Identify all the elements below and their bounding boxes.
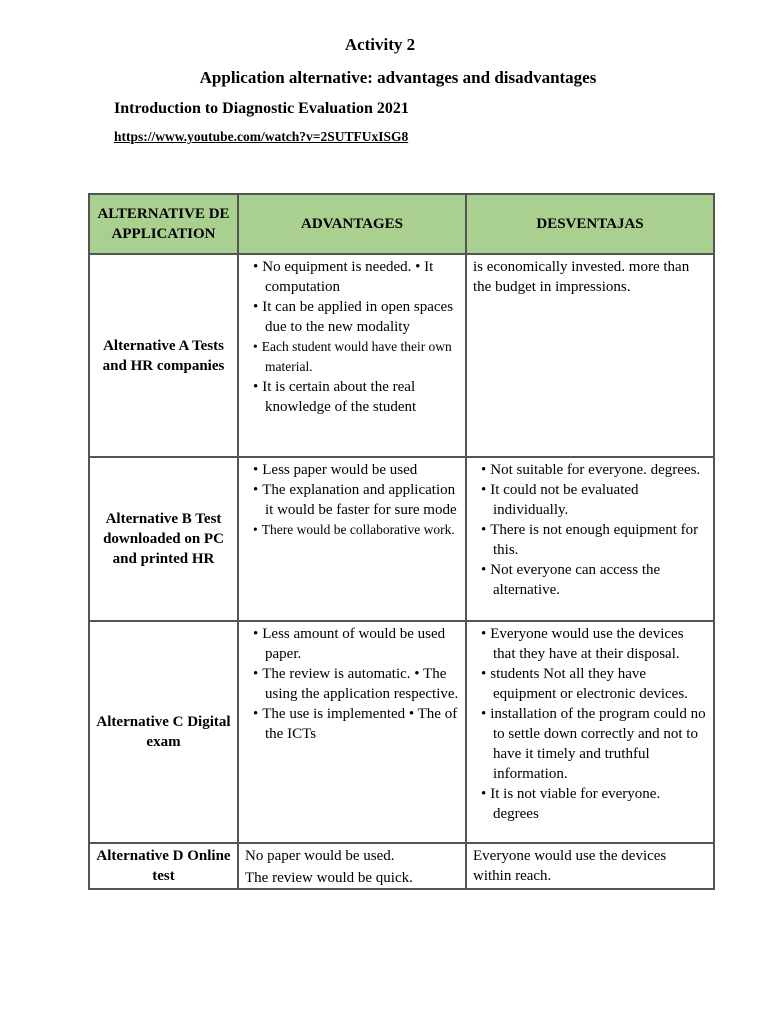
list-item: • No equipment is needed. • It computation — [243, 257, 461, 297]
header-disadvantages: DESVENTAJAS — [466, 194, 714, 254]
header-alternative: ALTERNATIVE DE APPLICATION — [89, 194, 238, 254]
list-item: • Everyone would use the devices that they have at their disposal. — [471, 624, 709, 664]
list-item: • It can be applied in open spaces due to the new modality — [243, 297, 461, 337]
advantages-cell — [238, 254, 466, 457]
advantages-cell — [238, 457, 466, 621]
list-item: • Not suitable for everyone. degrees. — [471, 460, 709, 480]
list-item: is economically invested. more than the budget in impressions. — [473, 259, 690, 295]
alternative-cell: Alternative A Tests and HR companies — [89, 254, 238, 457]
list-item: • It is not viable for everyone. degrees — [471, 784, 709, 824]
disadvantages-cell — [466, 621, 714, 843]
intro-heading: Introduction to Diagnostic Evaluation 2021 — [114, 100, 409, 117]
list-item: The review would be quick. — [245, 870, 413, 886]
list-item: • There is not enough equipment for this. — [471, 520, 709, 560]
disadvantages-cell — [466, 843, 714, 889]
list-item: • Less paper would be used — [243, 460, 461, 480]
table-row — [89, 621, 714, 843]
alternatives-table — [88, 193, 715, 890]
table-row — [89, 457, 714, 621]
advantages-cell — [238, 843, 466, 889]
table-header-row — [89, 194, 714, 254]
list-item: • It is certain about the real knowledge of the student — [243, 377, 461, 417]
list-item: • installation of the program could no to settle down correctly and not to have it timely and truthful information. — [471, 704, 709, 784]
list-item: Everyone would use the devices within reach. — [473, 848, 667, 884]
list-item: • It could not be evaluated individually. — [471, 480, 709, 520]
list-item: No paper would be used. — [245, 848, 395, 864]
advantages-cell — [238, 621, 466, 843]
list-item: • The review is automatic. • The using the application respective. — [243, 664, 461, 704]
alternative-cell: Alternative B Test downloaded on PC and printed HR — [89, 457, 238, 621]
list-item: • Not everyone can access the alternative. — [471, 560, 709, 600]
page-title: Activity 2 — [344, 35, 416, 54]
list-item: • Less amount of would be used paper. — [243, 624, 461, 664]
table-row — [89, 843, 714, 889]
list-item: • The explanation and application it would be faster for sure mode — [243, 480, 461, 520]
list-item: • There would be collaborative work. — [243, 520, 461, 540]
table-row — [89, 254, 714, 457]
list-item: • The use is implemented • The of the ICTs — [243, 704, 461, 744]
disadvantages-cell — [466, 254, 714, 457]
list-item: • students Not all they have equipment or electronic devices. — [471, 664, 709, 704]
header-advantages: ADVANTAGES — [238, 194, 466, 254]
list-item: • Each student would have their own material. — [243, 337, 461, 377]
alternative-cell: Alternative C Digital exam — [89, 621, 238, 843]
alternative-cell: Alternative D Online test — [89, 843, 238, 889]
video-link[interactable]: https://www.youtube.com/watch?v=2SUTFUxISG8 — [114, 129, 409, 144]
disadvantages-cell — [466, 457, 714, 621]
page-subtitle: Application alternative: advantages and disadvantages — [199, 68, 597, 87]
